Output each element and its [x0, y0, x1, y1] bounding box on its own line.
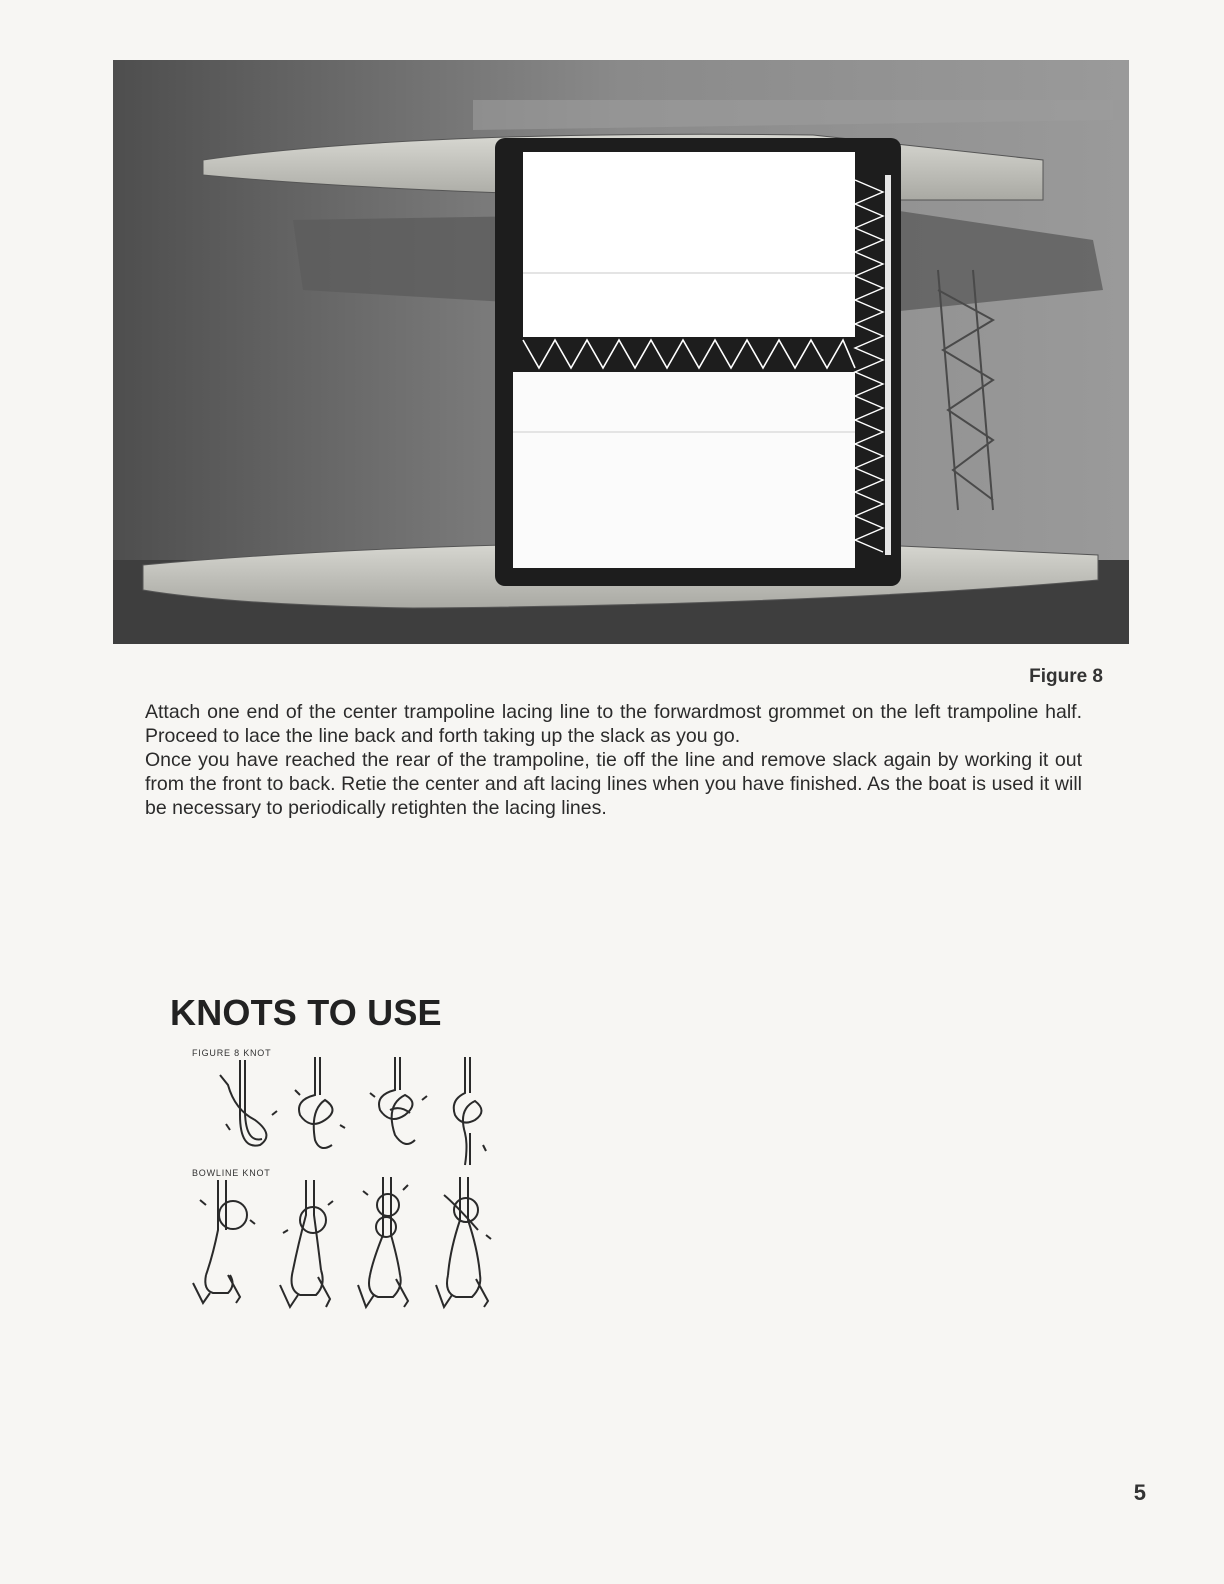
page-number: 5 — [1133, 1480, 1146, 1505]
figure-8-step-2 — [295, 1057, 345, 1148]
figure-8-knot-label: FIGURE 8 KNOT — [192, 1048, 272, 1058]
figure-8-photo — [113, 60, 1129, 644]
figure-8-step-3 — [370, 1057, 427, 1144]
bowline-step-3 — [358, 1177, 408, 1307]
figure-8-knot-steps — [200, 1055, 500, 1170]
figure-8-step-4 — [454, 1057, 486, 1165]
bowline-step-4 — [436, 1177, 491, 1307]
bowline-step-1 — [193, 1180, 255, 1303]
figure-8-step-1 — [220, 1060, 277, 1146]
figure-8-knot-illustration — [200, 1055, 500, 1170]
trampoline-left-half — [523, 152, 855, 337]
bowline-step-2 — [280, 1180, 333, 1307]
bowline-knot-steps — [188, 1175, 498, 1315]
instructions-text — [145, 700, 1082, 820]
catamaran-trampoline-photo — [113, 60, 1129, 644]
knots-heading: KNOTS TO USE — [170, 992, 442, 1033]
bowline-knot-illustration — [188, 1175, 498, 1315]
instructions-paragraph-2: Once you have reached the rear of the trampoline, tie off the line and remove slack again by working it out from the front to back. Retie the center and aft lacing lines when you have finished. As the boat is used it will be necessary to periodically retighten the lacing lines. — [145, 749, 1082, 819]
trampoline-right-half — [513, 372, 855, 568]
instructions-paragraph-1: Attach one end of the center trampoline lacing line to the forwardmost grommet on the left trampoline half. Proceed to lace the line back and forth taking up the slack as you go. — [145, 701, 1082, 747]
frame-rail — [885, 175, 891, 555]
bowline-knot-label: BOWLINE KNOT — [192, 1168, 271, 1178]
figure-caption: Figure 8 — [1029, 666, 1103, 687]
